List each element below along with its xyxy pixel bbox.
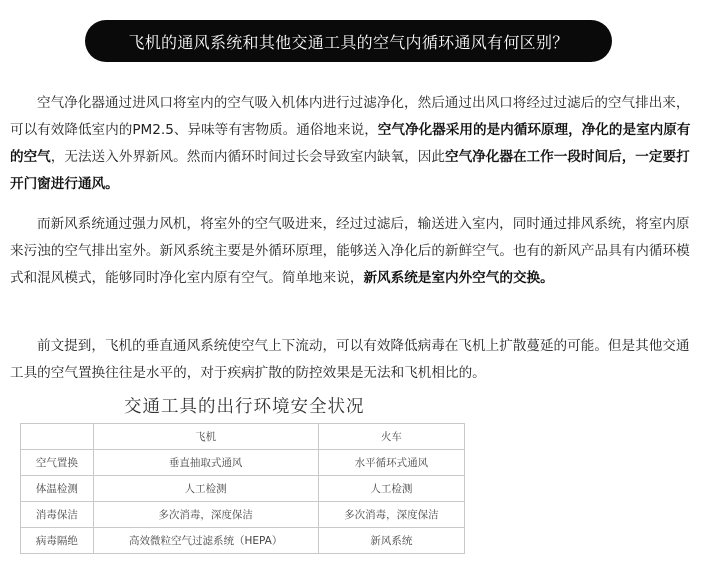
table-row xyxy=(21,528,465,554)
table-title: 交通工具的出行环境安全状况 xyxy=(124,397,365,417)
paragraph-fresh-air-system xyxy=(10,211,692,292)
paragraph-air-purifier xyxy=(10,90,692,198)
table-cell: 多次消毒，深度保洁 xyxy=(93,502,318,528)
table-row-label: 消毒保洁 xyxy=(21,502,94,528)
table-header-cell xyxy=(21,424,94,450)
table-cell: 垂直抽取式通风 xyxy=(93,450,318,476)
table-cell: 人工检测 xyxy=(93,476,318,502)
environment-safety-table xyxy=(20,423,465,554)
table-row xyxy=(21,502,465,528)
table-row-label: 病毒隔绝 xyxy=(21,528,94,554)
table-cell: 人工检测 xyxy=(318,476,464,502)
paragraph-text: 空气净化器通过进风口将室内的空气吸入机体内进行过滤净化，然后通过出风口将经过过滤后的空气排出来，可以有效降低室内的PM2.5、异味等有害物质。通俗地来说， xyxy=(10,95,690,138)
table-cell: 多次消毒，深度保洁 xyxy=(318,502,464,528)
paragraph-emphasis: 空气净化器在工作一段时间后，一定要打开门窗进行通风。 xyxy=(10,149,690,192)
paragraph-emphasis: 空气净化器采用的是内循环原理，净化的是室内原有的空气 xyxy=(10,122,691,165)
table-header-cell: 火车 xyxy=(318,424,464,450)
table-row-label: 空气置换 xyxy=(21,450,94,476)
table-row xyxy=(21,476,465,502)
paragraph-text: 而新风系统通过强力风机，将室外的空气吸进来，经过过滤后，输送进入室内，同时通过排风系统，将室内原来污浊的空气排出室外。新风系统主要是外循环原理，能够送入净化后的新鲜空气。也有的新风产品具有内循环模式和混风模式，能够同时净化室内原有空气。简单地来说， xyxy=(10,216,690,286)
table-cell: 新风系统 xyxy=(318,528,464,554)
table-header-row xyxy=(21,424,465,450)
article-title: 飞机的通风系统和其他交通工具的空气内循环通风有何区别？ xyxy=(85,20,612,62)
paragraph-aircraft-ventilation xyxy=(10,333,692,387)
table-row xyxy=(21,450,465,476)
table-cell: 高效微粒空气过滤系统（HEPA） xyxy=(93,528,318,554)
table-cell: 水平循环式通风 xyxy=(318,450,464,476)
paragraph-text: 前文提到，飞机的垂直通风系统使空气上下流动，可以有效降低病毒在飞机上扩散蔓延的可能。但是其他交通工具的空气置换往往是水平的，对于疾病扩散的防控效果是无法和飞机相比的。 xyxy=(10,338,690,381)
table-row-label: 体温检测 xyxy=(21,476,94,502)
paragraph-text: ，无法送入外界新风。然而内循环时间过长会导致室内缺氧，因此 xyxy=(50,149,445,165)
paragraph-emphasis: 新风系统是室内外空气的交换。 xyxy=(363,270,554,286)
table-header-cell: 飞机 xyxy=(93,424,318,450)
